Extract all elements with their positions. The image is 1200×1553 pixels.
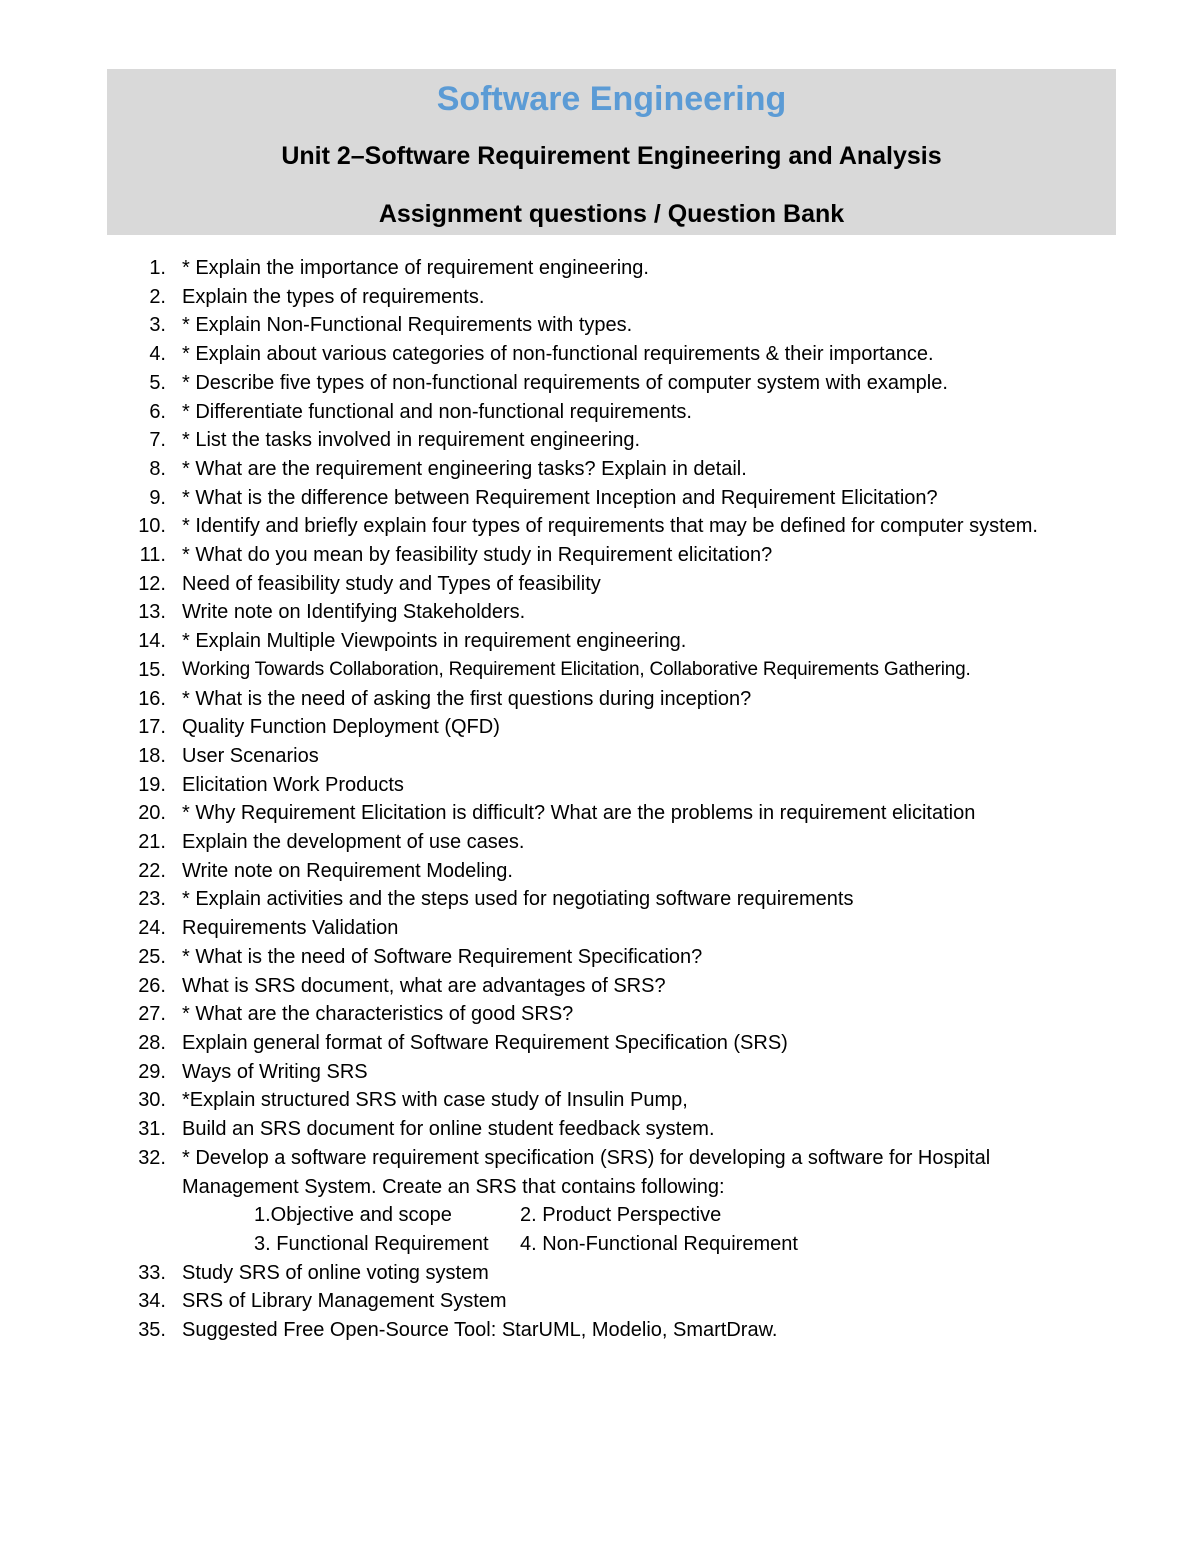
question-number: 22.: [138, 859, 166, 882]
question-number: 30.: [138, 1089, 166, 1112]
question-text: User Scenarios: [182, 744, 319, 767]
question-item: [0, 771, 1200, 800]
q32-subitem: 2. Product Perspective: [520, 1204, 722, 1227]
question-number: 31.: [138, 1118, 166, 1141]
q32-subitem-row: [0, 1201, 1200, 1230]
question-item: [0, 857, 1200, 886]
question-text: Quality Function Deployment (QFD): [182, 716, 500, 739]
question-item: [0, 1086, 1200, 1115]
question-item: [0, 885, 1200, 914]
question-text: Requirements Validation: [182, 917, 399, 940]
question-item: [0, 1287, 1200, 1316]
question-number: 28.: [138, 1031, 166, 1054]
question-number: 3.: [149, 314, 166, 337]
question-item: [0, 1115, 1200, 1144]
question-number: 5.: [149, 371, 166, 394]
question-item: [0, 1058, 1200, 1087]
question-text: * Differentiate functional and non-functional requirements.: [182, 400, 692, 423]
question-text: Write note on Identifying Stakeholders.: [182, 601, 526, 624]
question-item: [0, 1029, 1200, 1058]
question-item: [0, 570, 1200, 599]
question-number: 34.: [138, 1290, 166, 1313]
q32-subitem: 3. Functional Requirement: [254, 1232, 489, 1255]
question-item: [0, 943, 1200, 972]
question-number: 27.: [138, 1003, 166, 1026]
question-text: Suggested Free Open-Source Tool: StarUML, Modelio, SmartDraw.: [182, 1319, 778, 1342]
question-item: [0, 398, 1200, 427]
question-number: 9.: [149, 486, 166, 509]
question-number: 35.: [138, 1319, 166, 1342]
question-text: Explain general format of Software Requirement Specification (SRS): [182, 1031, 788, 1054]
question-text: * Explain activities and the steps used for negotiating software requirements: [182, 888, 854, 911]
question-number: 11.: [139, 544, 166, 567]
question-number: 32.: [138, 1146, 166, 1169]
question-item: [0, 656, 1200, 685]
question-text: * Explain Non-Functional Requirements with types.: [182, 314, 633, 337]
question-text: SRS of Library Management System: [182, 1290, 507, 1313]
question-item: [0, 541, 1200, 570]
question-item: [0, 311, 1200, 340]
document-header: [107, 69, 1116, 235]
question-number: 20.: [138, 802, 166, 825]
question-text: * What are the characteristics of good SRS?: [182, 1003, 574, 1026]
question-number: 23.: [138, 888, 166, 911]
question-item: [0, 1000, 1200, 1029]
question-item: [0, 455, 1200, 484]
question-number: 10.: [138, 515, 166, 538]
question-text: Need of feasibility study and Types of feasibility: [182, 572, 601, 595]
question-text: * What are the requirement engineering tasks? Explain in detail.: [182, 457, 747, 480]
q32-subitem: 1.Objective and scope: [254, 1204, 452, 1227]
question-text: * What is the need of Software Requirement Specification?: [182, 945, 703, 968]
question-item: [0, 512, 1200, 541]
question-number: 1.: [149, 257, 166, 279]
question-number: 14.: [138, 630, 166, 653]
question-item: [0, 1259, 1200, 1288]
question-text: Explain the development of use cases.: [182, 831, 525, 854]
question-text: Working Towards Collaboration, Requirement Elicitation, Collaborative Requirements Gathering.: [182, 658, 971, 680]
question-item: [0, 972, 1200, 1001]
question-text: * What is the difference between Requirement Inception and Requirement Elicitation?: [182, 486, 938, 509]
question-item: [0, 627, 1200, 656]
question-number: 17.: [138, 716, 166, 739]
question-item: [0, 340, 1200, 369]
question-item: [0, 914, 1200, 943]
question-number: 6.: [149, 400, 166, 423]
question-item: [0, 484, 1200, 513]
document-title: Software Engineering: [436, 80, 787, 118]
question-text: What is SRS document, what are advantages of SRS?: [182, 974, 666, 997]
question-bank-title: Assignment questions / Question Bank: [378, 200, 845, 228]
question-item: [0, 685, 1200, 714]
question-item: [0, 799, 1200, 828]
question-item: [0, 254, 1200, 283]
question-number: 13.: [138, 601, 166, 624]
q32-subitem: 4. Non-Functional Requirement: [520, 1232, 798, 1255]
question-number: 4.: [149, 343, 166, 366]
question-text: * Why Requirement Elicitation is difficult? What are the problems in requirement elicitation: [182, 802, 976, 825]
question-text: Build an SRS document for online student feedback system.: [182, 1118, 715, 1141]
question-number: 12.: [138, 572, 166, 595]
question-number: 8.: [149, 457, 166, 480]
question-text: * What do you mean by feasibility study in Requirement elicitation?: [182, 544, 773, 567]
question-text: Study SRS of online voting system: [182, 1261, 489, 1284]
question-number: 7.: [149, 429, 166, 452]
question-text: * Develop a software requirement specification (SRS) for developing a software for Hospital Management System. Create an SRS that contains following:: [182, 1146, 991, 1198]
question-item: [0, 283, 1200, 312]
question-text: Write note on Requirement Modeling.: [182, 859, 513, 882]
question-number: 18.: [138, 744, 166, 767]
question-number: 16.: [138, 687, 166, 710]
question-number: 2.: [149, 285, 166, 308]
question-item: [0, 598, 1200, 627]
question-item: [0, 1144, 1200, 1201]
question-text: * Explain the importance of requirement engineering.: [182, 257, 649, 279]
question-item: [0, 713, 1200, 742]
question-number: 24.: [138, 917, 166, 940]
question-text: * List the tasks involved in requirement engineering.: [182, 429, 641, 452]
question-text: Ways of Writing SRS: [182, 1060, 368, 1083]
question-text: * Explain Multiple Viewpoints in requirement engineering.: [182, 630, 687, 653]
question-number: 29.: [138, 1060, 166, 1083]
question-item: [0, 828, 1200, 857]
question-number: 33.: [138, 1261, 166, 1284]
question-text: Explain the types of requirements.: [182, 285, 485, 308]
question-list: [0, 254, 1200, 1345]
q32-subitem-row: [0, 1230, 1200, 1259]
question-text: Elicitation Work Products: [182, 773, 404, 796]
question-item: [0, 1316, 1200, 1345]
question-text: * Explain about various categories of non-functional requirements & their importance.: [182, 343, 934, 366]
unit-title: Unit 2–Software Requirement Engineering and Analysis: [281, 142, 942, 170]
question-number: 21.: [138, 831, 166, 854]
question-item: [0, 426, 1200, 455]
question-number: 15.: [138, 658, 166, 681]
question-item: [0, 742, 1200, 771]
question-text: *Explain structured SRS with case study of Insulin Pump,: [182, 1089, 688, 1112]
question-number: 26.: [138, 974, 166, 997]
question-text: * Identify and briefly explain four types of requirements that may be defined for computer system.: [182, 515, 1038, 538]
question-item: [0, 369, 1200, 398]
question-number: 25.: [138, 945, 166, 968]
question-text: * What is the need of asking the first questions during inception?: [182, 687, 752, 710]
question-text: * Describe five types of non-functional requirements of computer system with example.: [182, 371, 948, 394]
question-number: 19.: [138, 773, 166, 796]
